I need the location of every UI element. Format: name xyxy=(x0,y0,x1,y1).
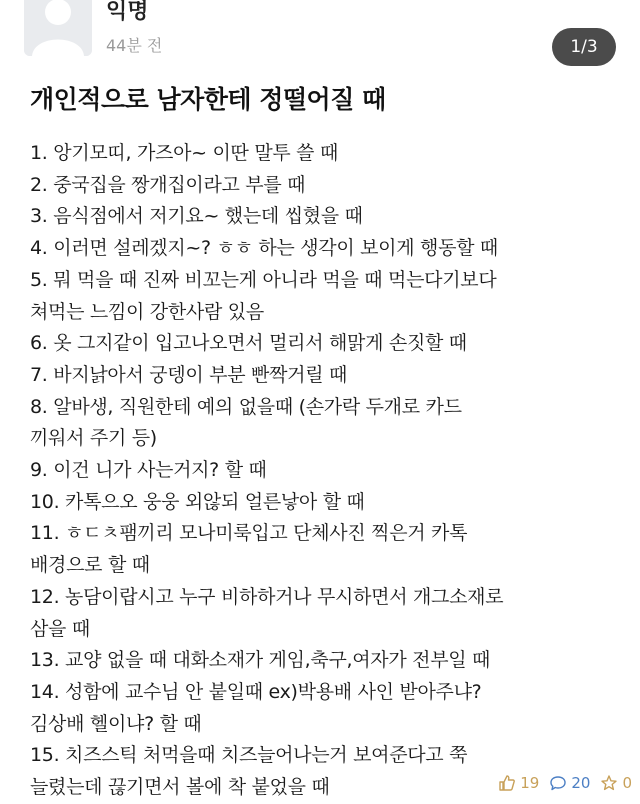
post-line: 4. 이러면 설레겠지~? ㅎㅎ 하는 생각이 보이게 행동할 때 xyxy=(30,237,498,260)
image-page-indicator: 1/3 xyxy=(552,28,616,66)
post-line: 11. ㅎㄷㅊ팸끼리 모나미룩입고 단체사진 찍은거 카톡 xyxy=(30,522,468,545)
post-line: 배경으로 할 때 xyxy=(30,554,150,577)
post-line: 9. 이건 니가 사는거지? 할 때 xyxy=(30,459,267,482)
like-button[interactable] xyxy=(498,774,539,792)
post-line: 2. 중국집을 짱개집이라고 부를 때 xyxy=(30,173,306,196)
scrap-count: 0 xyxy=(622,774,632,792)
post-line: 13. 교양 없을 때 대화소재가 게임,축구,여자가 전부일 때 xyxy=(30,649,491,672)
scrap-button[interactable] xyxy=(600,774,632,792)
like-count: 19 xyxy=(520,774,540,792)
default-avatar-icon xyxy=(24,0,92,56)
post-line: 1. 앙기모띠, 가즈아~ 이딴 말투 쓸 때 xyxy=(30,142,339,164)
post-line: 5. 뭐 먹을 때 진짜 비꼬는게 아니라 먹을 때 먹는다기보다 xyxy=(30,268,497,291)
post-line: 15. 치즈스틱 처먹을때 치즈늘어나는거 보여준다고 쭉 xyxy=(30,744,468,767)
star-icon xyxy=(600,774,618,792)
post-line: 끼워서 주기 등) xyxy=(30,427,157,450)
post-header xyxy=(0,0,640,70)
author-name[interactable]: 익명 xyxy=(106,0,149,24)
post-title: 개인적으로 남자한테 정떨어질 때 xyxy=(30,85,386,114)
post-line: 10. 카톡으오 웅웅 외않되 얼른낳아 할 때 xyxy=(30,490,365,513)
reaction-bar xyxy=(498,774,632,792)
post-body xyxy=(30,138,620,804)
comment-button[interactable] xyxy=(549,774,590,792)
post-line: 쳐먹는 느낌이 강한사람 있음 xyxy=(30,300,264,323)
post-line: 늘렸는데 끊기면서 볼에 착 붙었을 때 xyxy=(30,776,330,799)
post-timestamp: 44분 전 xyxy=(106,36,163,55)
speech-bubble-icon xyxy=(549,774,567,792)
thumbs-up-icon xyxy=(498,774,516,792)
post-line: 3. 음식점에서 저기요~ 했는데 씹혔을 때 xyxy=(30,205,363,228)
avatar[interactable] xyxy=(24,0,92,56)
post-line: 14. 성함에 교수님 안 붙일때 ex)박용배 사인 받아주냐? xyxy=(30,680,482,703)
post-line: 삼을 때 xyxy=(30,617,90,640)
post-line: 7. 바지낡아서 궁뎅이 부분 빤짝거릴 때 xyxy=(30,363,348,386)
post-line: 8. 알바생, 직원한테 예의 없을때 (손가락 두개로 카드 xyxy=(30,395,462,418)
post-line: 6. 옷 그지같이 입고나오면서 멀리서 해맑게 손짓할 때 xyxy=(30,332,467,355)
comment-count: 20 xyxy=(571,774,591,792)
post-line: 김상배 헬이냐? 할 때 xyxy=(30,712,202,735)
post-line: 12. 농담이랍시고 누구 비하하거나 무시하면서 개그소재로 xyxy=(30,585,504,608)
